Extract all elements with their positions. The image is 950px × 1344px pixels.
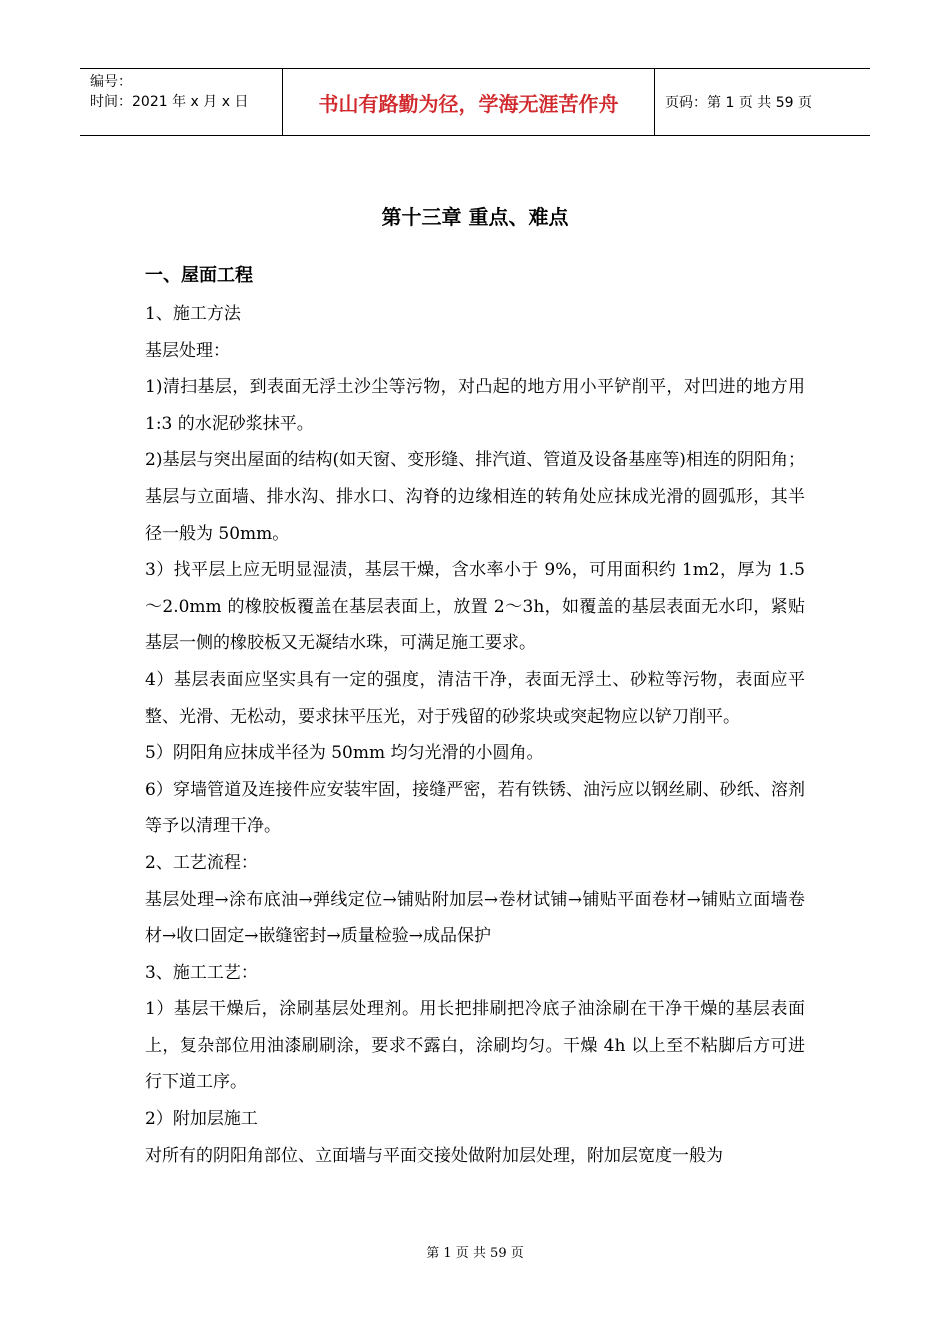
paragraph: 基层处理： [145, 340, 230, 361]
paragraph: 3）找平层上应无明显湿渍，基层干燥，含水率小于 9%，可用面积约 1m2，厚为 1.5～2.0mm 的橡胶板覆盖在基层表面上，放置 2～3h，如覆盖的基层表面无水印，紧贴基层一侧的橡胶板又无凝结水珠，可满足施工要求。 [145, 560, 805, 654]
paragraph: 2)基层与突出屋面的结构(如天窗、变形缝、排汽道、管道及设备基座等)相连的阴阳角；基层与立面墙、排水沟、排水口、沟脊的边缘相连的转角处应抹成光滑的圆弧形，其半径一般为 50mm。 [145, 450, 805, 544]
chapter-title: 第十三章 重点、难点 [381, 205, 569, 229]
paragraph: 4）基层表面应坚实具有一定的强度，清洁干净，表面无浮土、砂粒等污物，表面应平整、光滑、无松动，要求抹平压光，对于残留的砂浆块或突起物应以铲刀削平。 [145, 669, 805, 727]
paragraph: 2）附加层施工 [145, 1109, 258, 1130]
paragraph: 1）基层干燥后，涂刷基层处理剂。用长把排刷把冷底子油涂刷在干净干燥的基层表面上，复杂部位用油漆刷刷涂，要求不露白，涂刷均匀。干燥 4h 以上至不粘脚后方可进行下道工序。 [145, 999, 805, 1093]
paragraph: 1、施工方法 [145, 304, 241, 324]
page-header [80, 68, 870, 136]
paragraph: 1)清扫基层，到表面无浮土沙尘等污物，对凸起的地方用小平铲削平，对凹进的地方用 1:3 的水泥砂浆抹平。 [145, 377, 805, 434]
header-page-info: 页码：第 1 页 共 59 页 [665, 95, 812, 111]
header-motto: 书山有路勤为径，学海无涯苦作舟 [282, 69, 655, 135]
paragraph: 6）穿墙管道及连接件应安装牢固，接缝严密，若有铁锈、油污应以钢丝刷、砂纸、溶剂等予以清理干净。 [145, 779, 805, 837]
document-number-label: 编号： [90, 74, 132, 90]
header-meta [80, 69, 282, 135]
document-date: 时间：2021 年 x 月 x 日 [90, 94, 249, 110]
section-title: 一、屋面工程 [145, 265, 253, 286]
paragraph: 3、施工工艺： [145, 962, 258, 983]
paragraph: 2、工艺流程： [145, 852, 258, 873]
paragraph: 5）阴阳角应抹成半径为 50mm 均匀光滑的小圆角。 [145, 743, 544, 764]
page-footer: 第 1 页 共 59 页 [426, 1246, 524, 1261]
document-body [145, 258, 805, 1174]
paragraph: 对所有的阴阳角部位、立面墙与平面交接处做附加层处理，附加层宽度一般为 [145, 1145, 723, 1166]
paragraph: 基层处理→涂布底油→弹线定位→铺贴附加层→卷材试铺→铺贴平面卷材→铺贴立面墙卷材→收口固定→嵌缝密封→质量检验→成品保护 [145, 889, 805, 947]
